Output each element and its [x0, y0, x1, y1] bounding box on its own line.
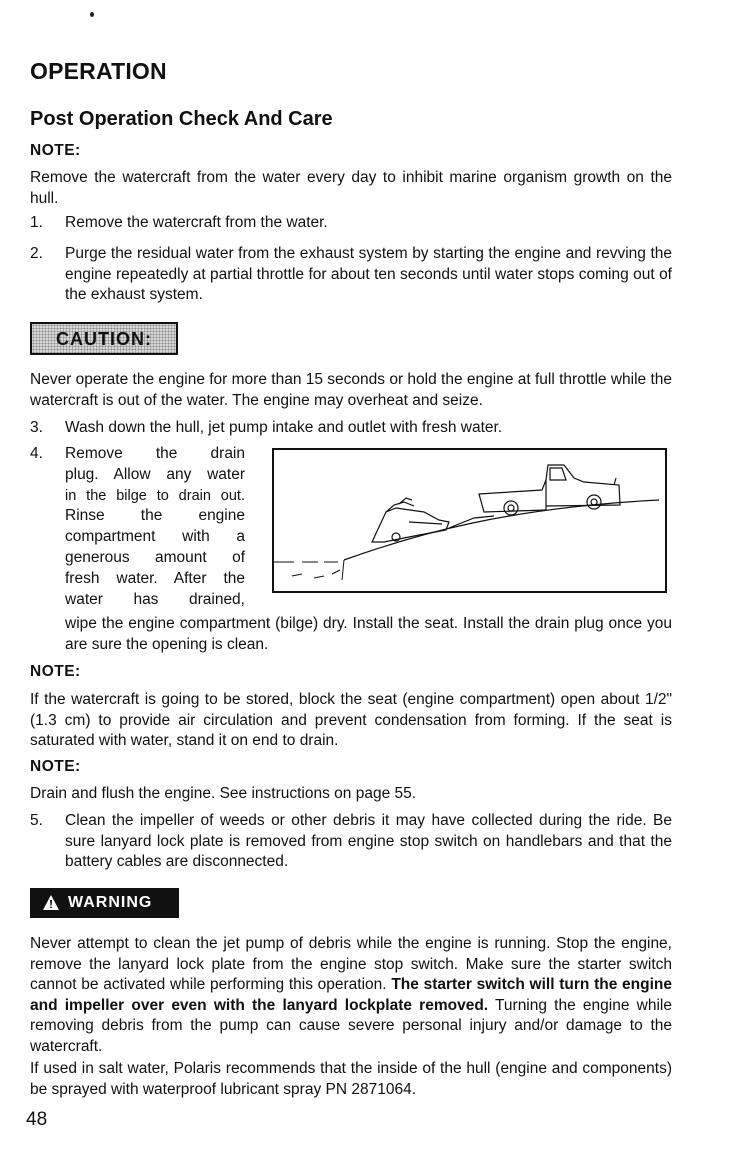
page-speck [90, 12, 94, 17]
step-4-continuation [30, 614, 672, 655]
step-4-line: fresh water. After the [65, 569, 245, 587]
step-text: Wash down the hull, jet pump intake and outlet with fresh water. [65, 419, 503, 436]
salt-water-text: If used in salt water, Polaris recommends that the inside of the hull (engine and components) be sprayed with waterproof lubricant spray PN 2871064. [30, 1060, 672, 1098]
subsection-title: Post Operation Check And Care [30, 108, 333, 130]
step-number: 2. [30, 245, 43, 262]
truck-towing-watercraft-icon [274, 450, 665, 591]
step-3 [30, 418, 672, 439]
caution-text: Never operate the engine for more than 15 seconds or hold the engine at full throttle while the watercraft is out of the water. The engine may overheat and seize. [30, 371, 672, 409]
step-text: wipe the engine compartment (bilge) dry. Install the seat. Install the drain plug once you are sure the opening is clean. [65, 615, 672, 653]
step-4-line: Remove the drain [65, 445, 245, 462]
step-number: 3. [30, 419, 43, 436]
step-5 [30, 811, 672, 873]
step-text: Remove the watercraft from the water. [65, 214, 328, 231]
step-1 [30, 213, 672, 234]
warning-triangle-icon [43, 895, 59, 910]
warning-text-part-1: Never attempt to clean the jet pump of debris while the engine is running. Stop the engine, remove the lanyard lock plate from the engine stop switch. Make sure the starter switch cannot be activated while performing this operation. [30, 935, 672, 993]
warning-text-bold: The starter switch will turn the engine and impeller over even with the lanyard lockplate removed. [30, 976, 673, 1014]
warning-text [30, 934, 672, 1057]
step-2 [30, 244, 672, 306]
trailer-illustration [272, 448, 667, 593]
note-1-text: Remove the watercraft from the water every day to inhibit marine organism growth on the hull. [30, 169, 672, 207]
step-4-line: generous amount of [65, 548, 245, 566]
warning-banner [30, 888, 179, 918]
section-title: OPERATION [30, 58, 167, 84]
note-label-3: NOTE: [30, 758, 81, 775]
step-4 [30, 444, 250, 610]
step-number: 4. [30, 445, 43, 462]
note-3-text: Drain and flush the engine. See instructions on page 55. [30, 785, 417, 802]
step-text: Clean the impeller of weeds or other debris it may have collected during the ride. Be sure lanyard lock plate is removed from engine stop switch on handlebars and that the battery cables are disconnected. [65, 812, 672, 870]
note-2-text: If the watercraft is going to be stored, block the seat (engine compartment) open about 1/2" (1.3 cm) to provide air circulation and prevent condensation from forming. If the seat is saturated with water, stand it on end to drain. [30, 691, 672, 749]
step-text: Purge the residual water from the exhaust system by starting the engine and revving the engine repeatedly at partial throttle for about ten seconds until water stops coming out of the exhaust system. [65, 245, 672, 303]
step-4-line: compartment with a [65, 528, 245, 546]
page-number: 48 [26, 1109, 48, 1130]
warning-label: WARNING [68, 894, 153, 911]
step-number: 5. [30, 812, 43, 829]
warning-text-part-2: Turning the engine while removing debris from the pump can cause severe personal injury and/or damage to the watercraft. [30, 996, 672, 1055]
step-number: 1. [30, 214, 43, 231]
note-label-2: NOTE: [30, 663, 81, 680]
step-4-line: in the bilge to drain out. [65, 487, 245, 504]
step-4-line: water has drained, [65, 590, 245, 608]
caution-label: CAUTION: [56, 329, 152, 349]
caution-banner [30, 322, 178, 355]
note-label-1: NOTE: [30, 142, 81, 159]
step-4-line: plug. Allow any water [65, 465, 245, 483]
step-4-line: Rinse the engine [65, 507, 245, 525]
